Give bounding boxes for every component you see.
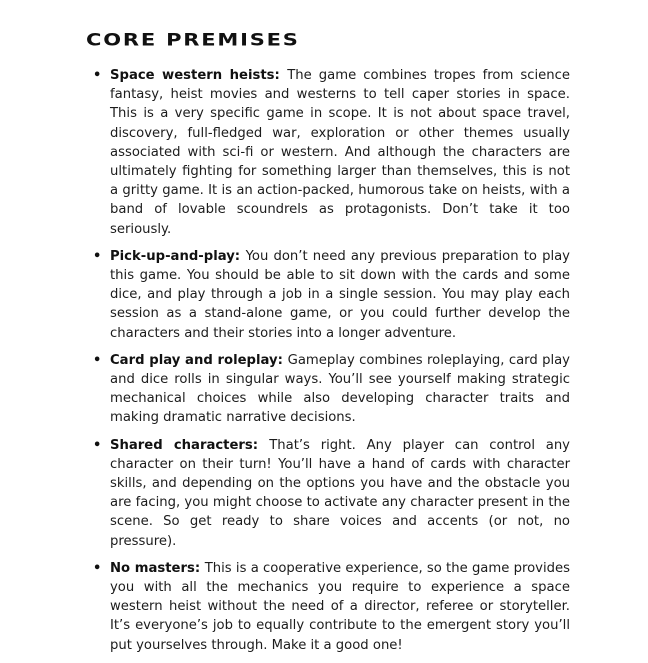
item-text: You don’t need any previous preparation to play this game. You should be able to sit down with the cards and some dice, and play through a job in a single session. You may play each session as a stand-alone game, or you could further develop the characters and their stories into a longer adventure. [110, 248, 570, 341]
item-term: Pick-up-and-play: [110, 248, 246, 264]
list-item [92, 66, 570, 239]
bullet-icon: • [93, 68, 102, 83]
list-item [92, 247, 570, 343]
item-text: The game combines tropes from science fantasy, heist movies and westerns to tell caper stories in space. This is a very specific game in scope. It is not about space travel, discovery, full-fledged war, exploration or other themes usually associated with sci-fi or western. And although the characters are ultimately fighting for something larger than themselves, this is not a gritty game. It is an action-packed, humorous take on heists, with a band of lovable scoundrels as protagonists. Don’t take it too seriously. [110, 68, 570, 237]
section-heading: CORE PREMISES [86, 30, 300, 50]
bullet-icon: • [93, 352, 102, 368]
bullet-icon: • [93, 560, 102, 576]
premises-list [92, 66, 570, 663]
item-term: Card play and roleplay: [110, 352, 288, 368]
item-text: That’s right. Any player can control any character on their turn! You’ll have a hand of cards with character skills, and depending on the options you have and the obstacle you are facing, you might choose to activate any character present in the scene. So get ready to share voices and accents (or not, no pressure). [110, 437, 570, 549]
bullet-icon: • [93, 437, 102, 453]
item-text: Gameplay combines roleplaying, card play and dice rolls in singular ways. You’ll see yourself making strategic mechanical choices while also developing character traits and making dramatic narrative decisions. [110, 352, 570, 426]
item-text: This is a cooperative experience, so the game provides you with all the mechanics you require to experience a space western heist without the need of a director, referee or storyteller. It’s everyone’s job to equally contribute to the emergent story you’ll put yourselves through. Make it a good one! [110, 560, 570, 653]
bullet-icon: • [93, 248, 102, 264]
list-item [92, 436, 570, 551]
item-term: Shared characters: [110, 437, 270, 453]
item-term: Space western heists: [110, 68, 288, 83]
list-item [92, 351, 570, 428]
item-term: No masters: [110, 560, 205, 576]
list-item [92, 559, 570, 655]
